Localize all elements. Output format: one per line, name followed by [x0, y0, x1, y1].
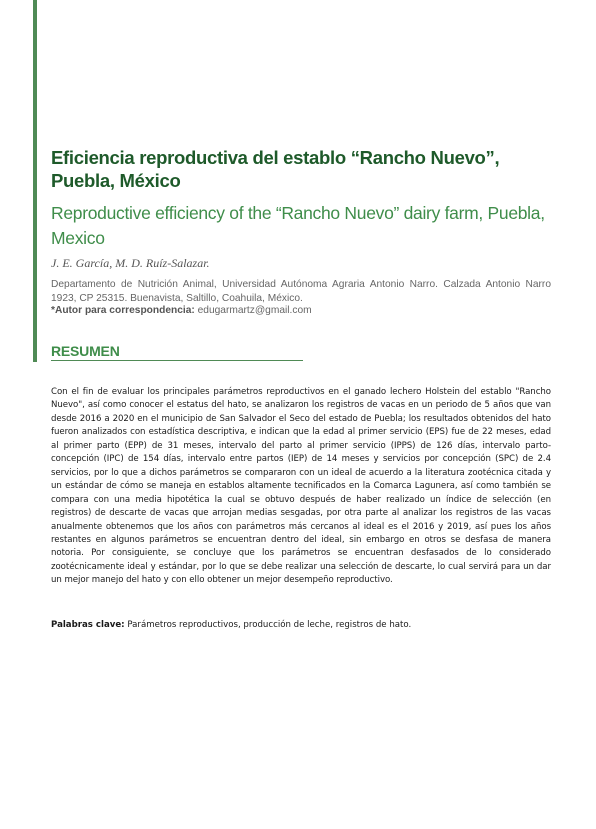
left-accent-bar: [33, 0, 37, 362]
correspondence-label: *Autor para correspondencia:: [51, 305, 195, 316]
abstract-heading: RESUMEN: [51, 343, 120, 359]
abstract-heading-underline: [51, 360, 303, 361]
authors: J. E. García, M. D. Ruíz-Salazar.: [51, 256, 210, 270]
correspondence-email[interactable]: edugarmartz@gmail.com: [197, 305, 312, 316]
keywords-label: Palabras clave:: [51, 620, 125, 630]
keywords-list: Parámetros reproductivos, producción de leche, registros de hato.: [127, 620, 412, 630]
affiliation: Departamento de Nutrición Animal, Universidad Autónoma Agraria Antonio Narro. Calzada Antonio Narro 1923, CP 25315. Buenavista, Saltillo, Coahuila, México.: [51, 279, 551, 304]
article-subtitle-english: Reproductive efficiency of the “Rancho Nuevo” dairy farm, Puebla, Mexico: [51, 203, 545, 248]
correspondence: [51, 305, 312, 316]
abstract-body: Con el fin de evaluar los principales parámetros reproductivos en el ganado lechero Holstein del establo "Rancho Nuevo", así como conocer el estatus del hato, se analizaron los registros de vacas en un periodo de 5 años que van desde 2016 a 2020 en el municipio de San Salvador el Seco del estado de Puebla; los resultados obtenidos del hato fueron analizados con estadística descriptiva, e indican que la edad al primer servicio (EPS) fue de 22 meses, edad al primer parto (EPP) de 31 meses, intervalo del parto al primer servicio (IPPS) de 126 días, intervalo parto-concepción (IPC) de 154 días, intervalo entre partos (IEP) de 14 meses y servicios por concepción (SPC) de 2.4 servicios, por lo que a dichos parámetros se compararon con un ideal de acuerdo a la literatura zootécnica citada y un estándar de cómo se maneja en establos altamente tecnificados en la Comarca Lagunera, así como también se compara con una media hipotética la cual se obtuvo después de haber realizado un índice de selección (en registros) de descarte de vacas que arrojan medias sesgadas, por otra parte al analizar los registros de las vacas anualmente obtenemos que los años con parámetros más cercanos al ideal es el 2016 y 2019, así pues los años restantes en algunos parámetros se encuentran dentro del ideal, sin embargo en otros se desfasa de manera notoria. Por consiguiente, se concluye que los parámetros se encuentran desfasados de lo considerado zootécnicamente ideal y estándar, por lo que se debe realizar una selección de descarte, lo cual servirá para un dar un mejor manejo del hato y con ello obtener un mejor desempeño reproductivo.: [51, 387, 551, 586]
article-title: Eficiencia reproductiva del establo “Rancho Nuevo”, Puebla, México: [51, 147, 500, 191]
keywords: [51, 619, 551, 632]
